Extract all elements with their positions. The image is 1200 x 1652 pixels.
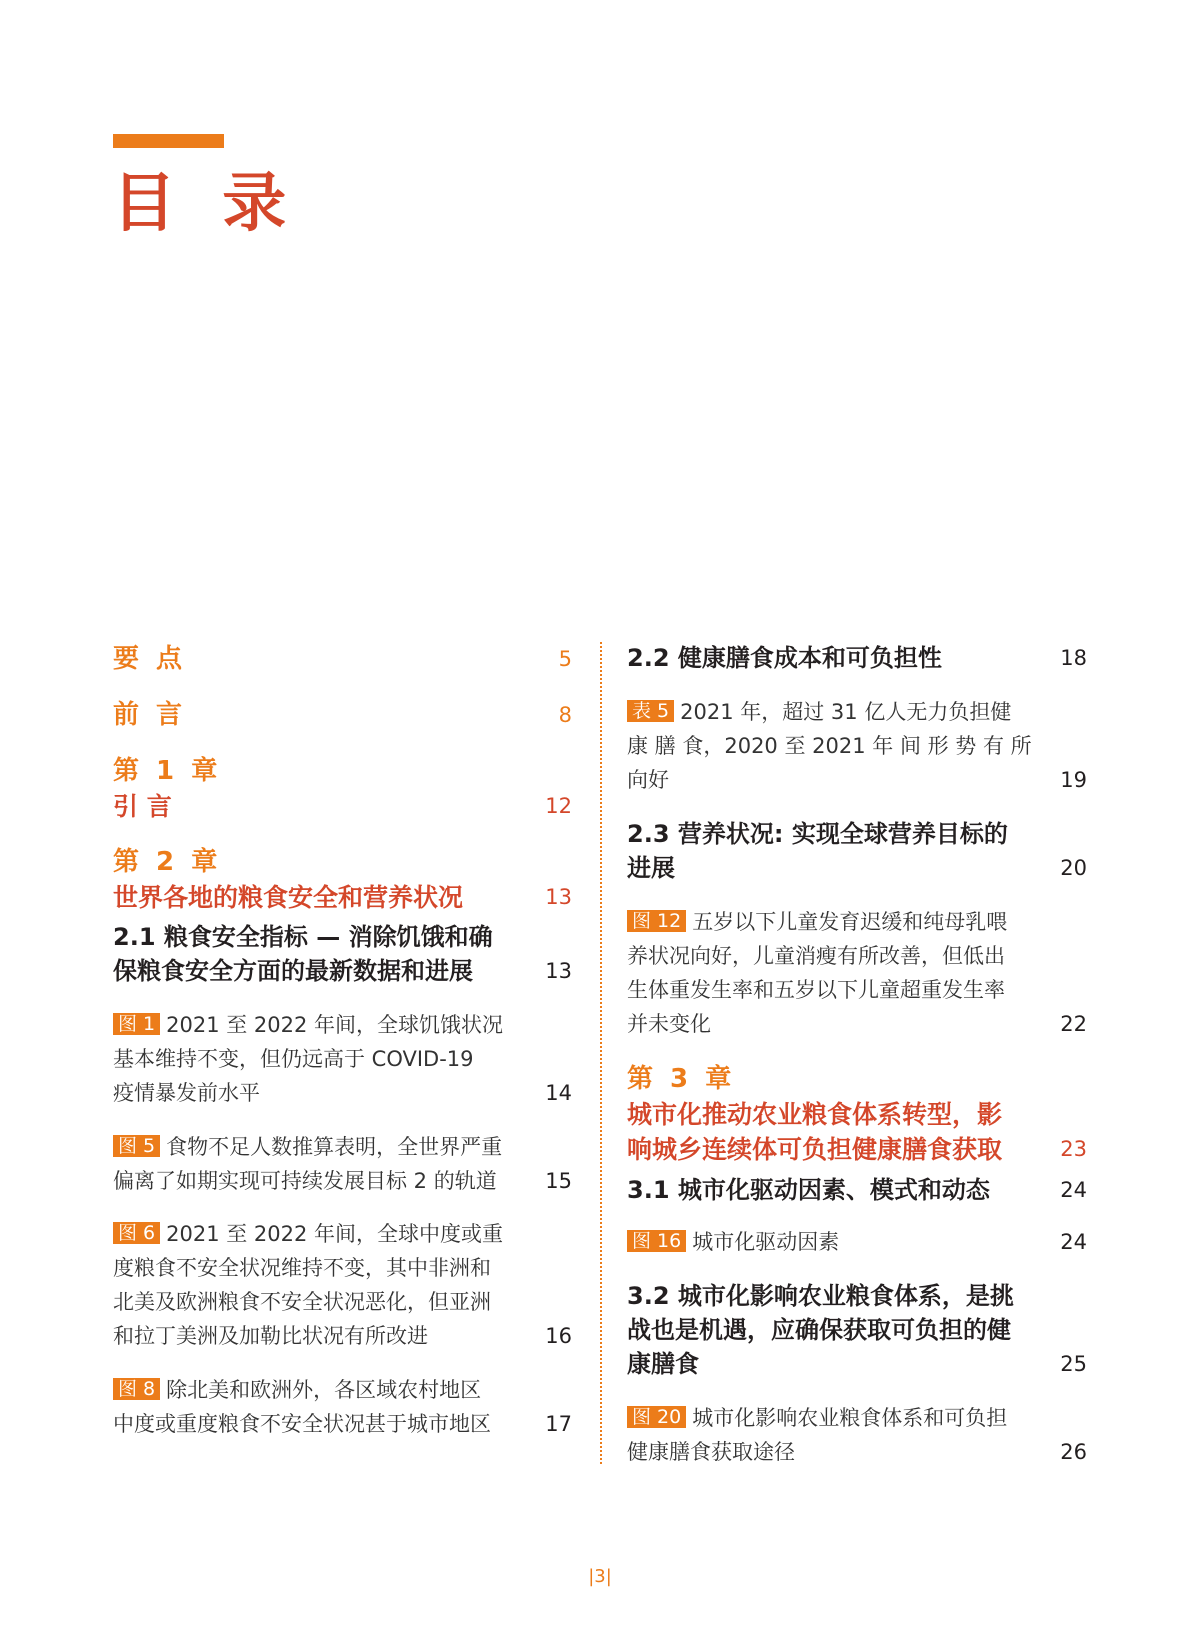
toc-entry-text: 生体重发生率和五岁以下儿童超重发生率: [627, 978, 1005, 1002]
toc-entry-text: 城市化影响农业粮食体系和可负担: [692, 1406, 1008, 1430]
column-divider: [600, 642, 602, 1464]
toc-entry-text: 第 2 章: [113, 847, 222, 877]
toc-entry[interactable]: [627, 817, 1008, 885]
toc-entry-text: 保粮食安全方面的最新数据和进展: [113, 957, 473, 985]
toc-entry-text: 响城乡连续体可负担健康膳食获取: [627, 1135, 1003, 1164]
toc-entry[interactable]: [627, 1401, 1007, 1469]
toc-entry-text: 健康膳食获取途径: [627, 1440, 795, 1464]
toc-entry[interactable]: [113, 845, 221, 879]
page-number: |3|: [588, 1566, 612, 1587]
toc-entry-text: 2021 至 2022 年间，全球中度或重: [166, 1222, 504, 1246]
toc-entry[interactable]: [113, 1217, 503, 1353]
toc-entry-text: 中度或重度粮食不安全状况甚于城市地区: [113, 1412, 491, 1436]
toc-entry-text: 引 言: [113, 792, 172, 821]
toc-page-number[interactable]: 23: [1060, 1137, 1087, 1161]
toc-entry-text: 和拉丁美洲及加勒比状况有所改进: [113, 1324, 428, 1348]
toc-page-number[interactable]: 16: [545, 1324, 572, 1348]
toc-entry[interactable]: [113, 1008, 503, 1110]
toc-entry-text: 前 言: [113, 700, 187, 730]
toc-page-number[interactable]: 19: [1060, 768, 1087, 792]
page-title: 目 录: [112, 167, 299, 241]
toc-entry-text: 进展: [627, 854, 675, 882]
toc-entry-text: 偏离了如期实现可持续发展目标 2 的轨道: [113, 1169, 497, 1193]
toc-entry[interactable]: [113, 754, 221, 788]
toc-entry-text: 要 点: [113, 644, 187, 674]
toc-page-number[interactable]: 12: [545, 794, 572, 818]
toc-entry-text: 城市化推动农业粮食体系转型，影: [627, 1100, 1003, 1129]
toc-entry-text: 北美及欧洲粮食不安全状况恶化，但亚洲: [113, 1290, 491, 1314]
toc-entry-text: 康 膳 食，2020 至 2021 年 间 形 势 有 所: [627, 734, 1032, 758]
toc-entry-text: 3.1 城市化驱动因素、模式和动态: [627, 1176, 990, 1204]
toc-entry[interactable]: [627, 1279, 1014, 1381]
toc-page-number[interactable]: 18: [1060, 646, 1087, 670]
toc-entry-text: 战也是机遇，应确保获取可负担的健: [627, 1316, 1011, 1344]
toc-entry-text: 世界各地的粮食安全和营养状况: [113, 883, 464, 912]
toc-entry-text: 第 3 章: [627, 1064, 736, 1094]
figure-tag: 图 6: [113, 1222, 160, 1244]
toc-page-number[interactable]: 17: [545, 1412, 572, 1436]
toc-entry-text: 并未变化: [627, 1012, 711, 1036]
toc-entry[interactable]: [627, 905, 1007, 1041]
toc-page-number[interactable]: 20: [1060, 856, 1087, 880]
toc-entry-text: 疫情暴发前水平: [113, 1081, 260, 1105]
toc-page-number[interactable]: 22: [1060, 1012, 1087, 1036]
toc-entry-text: 度粮食不安全状况维持不变，其中非洲和: [113, 1256, 491, 1280]
toc-page-number[interactable]: 5: [558, 647, 572, 671]
toc-page-number[interactable]: 8: [558, 703, 572, 727]
toc-entry-text: 2.3 营养状况: 实现全球营养目标的: [627, 820, 1008, 848]
toc-page-number[interactable]: 24: [1060, 1178, 1087, 1202]
toc-entry-text: 2.1 粮食安全指标 — 消除饥饿和确: [113, 923, 493, 951]
toc-entry-text: 除北美和欧洲外，各区域农村地区: [166, 1378, 482, 1402]
toc-page-number[interactable]: 14: [545, 1081, 572, 1105]
figure-tag: 图 16: [627, 1230, 686, 1252]
figure-tag: 图 20: [627, 1406, 686, 1428]
toc-entry[interactable]: [113, 1130, 502, 1198]
toc-entry[interactable]: [627, 1173, 990, 1207]
toc-page-number[interactable]: 24: [1060, 1230, 1087, 1254]
toc-entry[interactable]: [627, 1062, 735, 1096]
toc-entry[interactable]: [113, 789, 172, 824]
toc-page-number[interactable]: 25: [1060, 1352, 1087, 1376]
toc-entry[interactable]: [627, 1097, 1002, 1167]
toc-entry[interactable]: [113, 642, 186, 676]
toc-entry[interactable]: [113, 1373, 491, 1441]
toc-page-number[interactable]: 15: [545, 1169, 572, 1193]
toc-entry-text: 城市化驱动因素: [692, 1230, 840, 1254]
toc-entry-text: 3.2 城市化影响农业粮食体系，是挑: [627, 1282, 1014, 1310]
toc-entry-text: 五岁以下儿童发育迟缓和纯母乳喂: [692, 910, 1008, 934]
toc-entry-text: 第 1 章: [113, 756, 222, 786]
toc-entry-text: 2021 年，超过 31 亿人无力负担健: [680, 700, 1012, 724]
toc-entry[interactable]: [113, 880, 463, 915]
figure-tag: 图 5: [113, 1135, 160, 1157]
toc-entry-text: 康膳食: [627, 1350, 699, 1378]
toc-entry-text: 基本维持不变，但仍远高于 COVID-19: [113, 1047, 474, 1071]
figure-tag: 图 1: [113, 1013, 160, 1035]
toc-entry-text: 2021 至 2022 年间，全球饥饿状况: [166, 1013, 504, 1037]
title-accent-bar: [113, 134, 224, 148]
toc-page-number[interactable]: 13: [545, 959, 572, 983]
figure-tag: 图 8: [113, 1378, 160, 1400]
toc-entry-text: 养状况向好，儿童消瘦有所改善，但低出: [627, 944, 1005, 968]
toc-entry-text: 2.2 健康膳食成本和可负担性: [627, 644, 942, 672]
toc-page-number[interactable]: 13: [545, 885, 572, 909]
toc-entry[interactable]: [113, 698, 186, 732]
toc-entry-text: 食物不足人数推算表明，全世界严重: [166, 1135, 503, 1159]
toc-entry[interactable]: [627, 1225, 839, 1259]
toc-page-number[interactable]: 26: [1060, 1440, 1087, 1464]
figure-tag: 表 5: [627, 700, 674, 722]
toc-entry[interactable]: [627, 641, 942, 675]
toc-entry-text: 向好: [627, 768, 669, 792]
toc-entry[interactable]: [627, 695, 1032, 797]
figure-tag: 图 12: [627, 910, 686, 932]
toc-entry[interactable]: [113, 920, 493, 988]
